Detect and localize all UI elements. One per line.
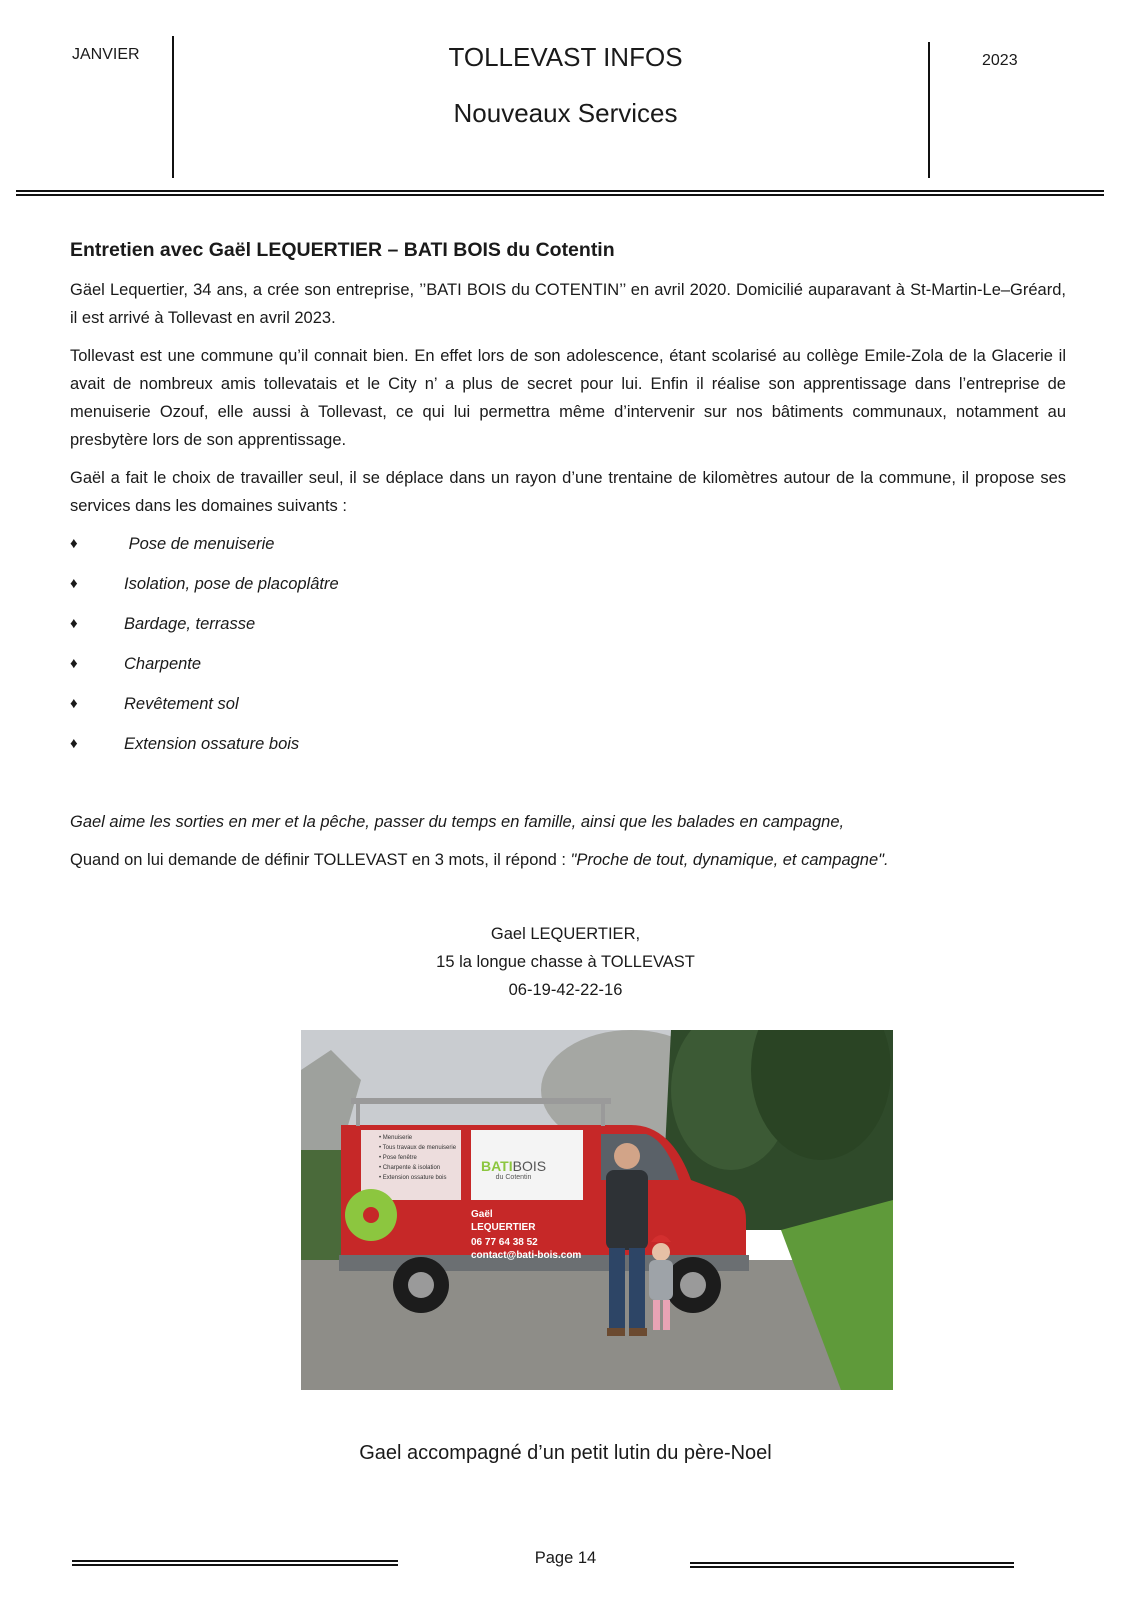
logo-bati: BATI: [481, 1158, 513, 1174]
photo-caption: Gael accompagné d’un petit lutin du père-Noel: [359, 1442, 772, 1464]
services-list: [70, 530, 1066, 770]
header-rule: [16, 190, 1104, 196]
van-list-line: • Tous travaux de menuiserie: [379, 1145, 457, 1151]
service-label: Extension ossature bois: [124, 735, 300, 753]
van-list-line: • Pose fenêtre: [379, 1155, 417, 1161]
quote-paragraph: [70, 846, 1066, 874]
van-phone: 06 77 64 38 52: [471, 1237, 538, 1248]
diamond-bullet-icon: ♦: [70, 655, 78, 672]
van-list-line: • Charpente & isolation: [379, 1165, 441, 1171]
footer-rule-right: [690, 1562, 1014, 1568]
contact-block: [0, 920, 1131, 1004]
service-label: Charpente: [124, 655, 202, 673]
article-paragraph: Gaël a fait le choix de travailler seul, il se déplace dans un rayon d’une trentaine de kilomètres autour de la commune, il propose ses services dans les domaines suivants :: [70, 469, 1066, 515]
quote-text: "Proche de tout, dynamique, et campagne".: [570, 851, 889, 869]
diamond-bullet-icon: ♦: [70, 735, 78, 752]
van-photo-illustration: [301, 1030, 893, 1390]
van-name-line2: LEQUERTIER: [471, 1222, 536, 1233]
diamond-bullet-icon: ♦: [70, 535, 78, 552]
contact-name: Gael LEQUERTIER,: [490, 925, 641, 943]
hobbies-text: Gael aime les sorties en mer et la pêche, passer du temps en famille, ainsi que les balades en campagne,: [70, 813, 845, 831]
van-services-list: [379, 1133, 456, 1183]
page-number: Page 14: [534, 1549, 597, 1567]
logo-bois: BOIS: [512, 1158, 547, 1174]
list-item: [70, 730, 1066, 770]
diamond-bullet-icon: ♦: [70, 695, 78, 712]
van-name-line1: Gaël: [471, 1209, 493, 1220]
contact-address: 15 la longue chasse à TOLLEVAST: [436, 953, 695, 971]
article-paragraph: Gäel Lequertier, 34 ans, a crée son entreprise, ’’BATI BOIS du COTENTIN’’ en avril 2020. Domicilié auparavant à St-Martin-Le–Gréard, il est arrivé à Tollevast en avril 2023.: [70, 281, 1066, 327]
van-logo: [481, 1158, 546, 1181]
service-label: Isolation, pose de placoplâtre: [124, 575, 339, 593]
article: [70, 236, 1066, 884]
diamond-bullet-icon: ♦: [70, 575, 78, 592]
header-subtitle: Nouveaux Services: [453, 98, 678, 128]
list-item: [70, 610, 1066, 650]
contact-phone: 06-19-42-22-16: [508, 981, 623, 999]
header-month: JANVIER: [72, 46, 140, 63]
photo-van: [301, 1030, 893, 1390]
van-list-line: • Menuiserie: [379, 1135, 413, 1141]
van-list-line: • Extension ossature bois: [379, 1175, 447, 1181]
service-label: Revêtement sol: [124, 695, 239, 713]
diamond-bullet-icon: ♦: [70, 615, 78, 632]
list-item: [70, 570, 1066, 610]
article-paragraph: Tollevast est une commune qu’il connait bien. En effet lors de son adolescence, étant scolarisé au collège Emile-Zola de la Glacerie il avait de nombreux amis tollevatais et le City n’ a plus de secret pour lui. Enfin il réalise son apprentissage dans l’entreprise de menuiserie Ozouf, elle aussi à Tollevast, ce qui lui permettra même d’intervenir sur nos bâtiments communaux, notamment au presbytère lors de son apprentissage.: [70, 347, 1066, 449]
list-item: [70, 690, 1066, 730]
van-contact: [471, 1208, 581, 1262]
header-year: 2023: [982, 52, 1018, 69]
service-label: Pose de menuiserie: [124, 535, 275, 553]
list-item: [70, 650, 1066, 690]
logo-sub: du Cotentin: [495, 1174, 532, 1181]
quote-intro: Quand on lui demande de définir TOLLEVAST en 3 mots, il répond :: [70, 851, 571, 869]
service-label: Bardage, terrasse: [124, 615, 256, 633]
list-item: [70, 530, 1066, 570]
header-title: TOLLEVAST INFOS: [448, 42, 683, 72]
article-heading: Entretien avec Gaël LEQUERTIER – BATI BOIS du Cotentin: [70, 239, 615, 261]
van-email: contact@bati-bois.com: [471, 1250, 582, 1261]
header-divider-right: [928, 42, 930, 178]
